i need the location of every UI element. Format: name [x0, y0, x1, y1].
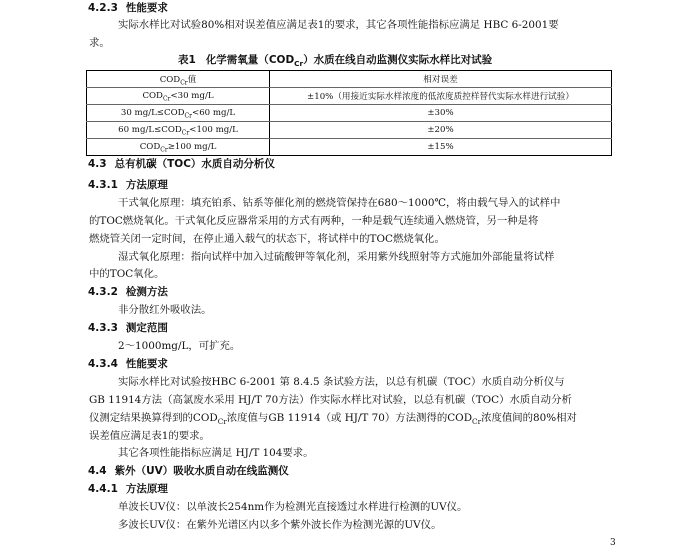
- paragraph-line: 干式氧化原理：填充铂系、钴系等催化剂的燃烧管保持在680～1000℃，将由载气导入的试样中: [118, 197, 561, 209]
- paragraph-line: 实际水样比对试验按HBC 6-2001 第 8.4.5 条试验方法，以总有机碳（TOC）水质自动分析仪与: [118, 376, 565, 388]
- section-heading-4-3-4: 4.3.4 性能要求: [88, 358, 168, 370]
- paragraph-line: 中的TOC氧化。: [89, 268, 165, 280]
- paragraph-line: 的TOC燃烧氧化。干式氧化反应器常采用的方式有两种，一种是载气连续通入燃烧管，另一种是将: [89, 215, 539, 227]
- paragraph-line: 误差值应满足表1的要求。: [89, 430, 210, 442]
- paragraph-line: 仪测定结果换算得到的$COD_{Cr}$浓度值与GB 11914（或 HJ/T 70）方法测得的$COD_{Cr}$浓度值间的80%相对: [89, 412, 577, 427]
- table-row: [87, 122, 612, 139]
- section-heading-4-3-2: 4.3.2 检测方法: [88, 286, 168, 298]
- table-row: [87, 105, 612, 122]
- paragraph-line: 非分散红外吸收法。: [118, 304, 212, 316]
- page-number: 3: [610, 538, 616, 548]
- section-heading-4-3: 4.3 总有机碳（TOC）水质自动分析仪: [88, 158, 275, 170]
- table-header-cell: 相对误差: [270, 71, 612, 88]
- paragraph-line: 实际水样比对试验80%相对误差值应满足表1的要求，其它各项性能指标应满足 HBC 6-2001要: [118, 19, 559, 31]
- table-cell: 60 $mg/L\le COD_{Cr}<100$ mg/L: [87, 122, 270, 139]
- table-header-row: [87, 71, 612, 88]
- paragraph-line: 湿式氧化原理：指向试样中加入过硫酸钾等氧化剂，采用紫外线照射等方式施加外部能量将试样: [118, 251, 555, 263]
- section-heading-4-3-1: 4.3.1 方法原理: [88, 179, 168, 191]
- section-heading-4-2-3: 4.2.3 性能要求: [88, 2, 168, 14]
- table-row: [87, 139, 612, 156]
- section-heading-4-4-1: 4.4.1 方法原理: [88, 483, 168, 495]
- table-cell: ±30%: [270, 105, 612, 122]
- table-cell: ±15%: [270, 139, 612, 156]
- section-heading-4-4: 4.4 紫外（UV）吸收水质自动在线监测仪: [88, 465, 289, 477]
- paragraph-line: 多波长UV仪：在紫外光谱区内以多个紫外波长作为检测光源的UV仪。: [118, 519, 442, 531]
- table-caption: 表1 化学需氧量$(COD_{Cr})$水质在线自动监测仪实际水样比对试验: [178, 54, 493, 69]
- table-header-cell: $COD_{Cr}$值: [87, 71, 270, 88]
- paragraph-line: GB 11914方法（高氯废水采用 HJ/T 70方法）作实际水样比对试验，以总有机碳（TOC）水质自动分析: [89, 394, 572, 406]
- paragraph-line: 单波长UV仪：以单波长254nm作为检测光直接透过水样进行检测的UV仪。: [118, 501, 468, 513]
- comparison-table: [86, 70, 612, 156]
- table-cell: ±10%（用接近实际水样浓度的低浓度质控样替代实际水样进行试验）: [270, 88, 612, 105]
- paragraph-line: 其它各项性能指标应满足 HJ/T 104要求。: [118, 447, 314, 459]
- table-cell: ±20%: [270, 122, 612, 139]
- paragraph-line: 燃烧管关闭一定时间，在停止通入载气的状态下，将试样中的TOC燃烧氧化。: [89, 233, 445, 245]
- table-row: [87, 88, 612, 105]
- table-cell: $COD_{Cr}\ge 100$ mg/L: [87, 139, 270, 156]
- table-cell: $COD_{Cr}<30$ mg/L: [87, 88, 270, 105]
- table-cell: 30 $mg/L\le COD_{Cr}<60$ mg/L: [87, 105, 270, 122]
- paragraph-line: 求。: [89, 37, 110, 49]
- paragraph-line: 2～1000mg/L，可扩充。: [118, 340, 241, 352]
- section-heading-4-3-3: 4.3.3 测定范围: [88, 322, 168, 334]
